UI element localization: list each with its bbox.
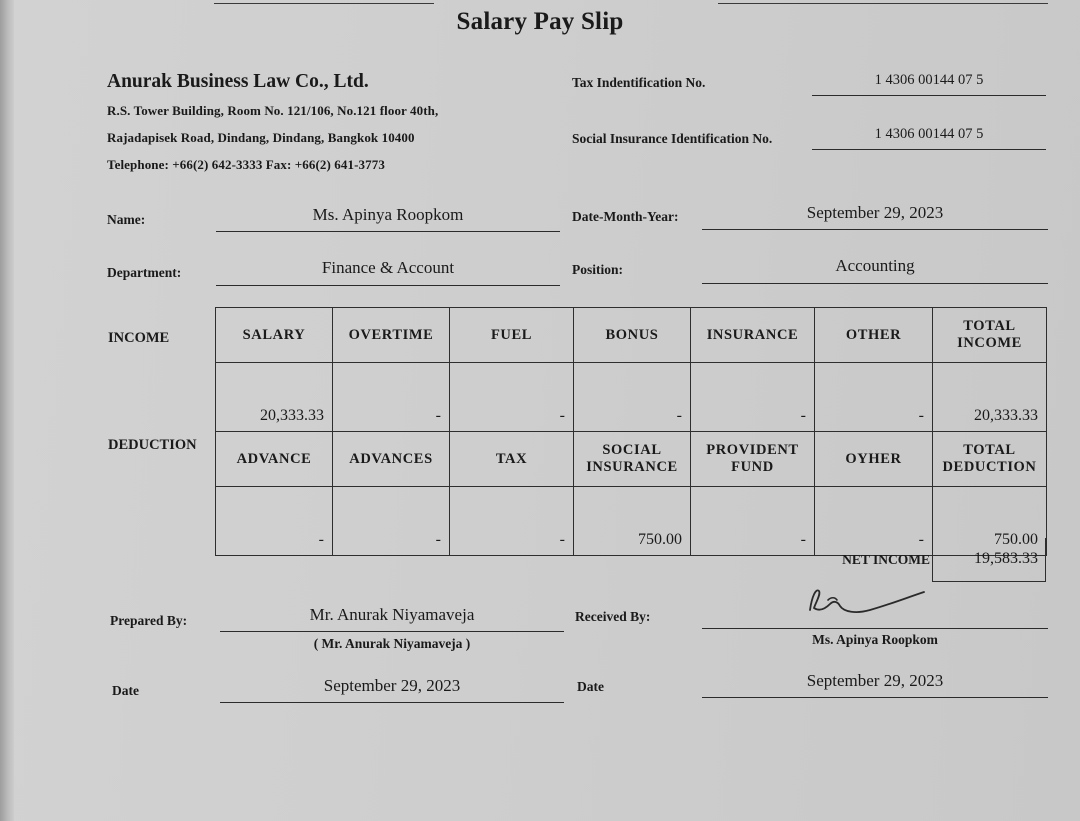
income-value-bonus: - — [574, 363, 691, 432]
deduction-header-advance: ADVANCE — [216, 432, 333, 487]
deduction-section-label: DEDUCTION — [108, 437, 197, 453]
income-header-other: OTHER — [815, 308, 933, 363]
income-value-total: 20,333.33 — [933, 363, 1047, 432]
company-address-line-2: Rajadapisek Road, Dindang, Dindang, Bangkok 10400 — [107, 130, 415, 145]
social-insurance-id-underline — [812, 149, 1046, 150]
social-insurance-id-value: 1 4306 00144 07 5 — [874, 126, 984, 142]
position-label: Position: — [572, 262, 624, 277]
income-section-label: INCOME — [108, 330, 170, 346]
deduction-value-other: - — [815, 487, 933, 556]
deduction-value-provident-fund: - — [691, 487, 815, 556]
employee-name-value: Ms. Apinya Roopkom — [312, 205, 464, 224]
received-date-label: Date — [577, 679, 604, 694]
income-header-total: TOTAL INCOME — [933, 308, 1047, 363]
top-rule-right — [718, 3, 1048, 4]
payslip-table — [215, 307, 1047, 556]
company-address-line-1: R.S. Tower Building, Room No. 121/106, No.121 floor 40th, — [107, 103, 439, 118]
income-header-overtime: OVERTIME — [333, 308, 450, 363]
prepared-by-label: Prepared By: — [110, 613, 188, 628]
handwritten-signature-icon — [800, 578, 940, 626]
received-date-underline — [702, 697, 1048, 698]
income-value-insurance: - — [691, 363, 815, 432]
page-left-edge-shadow — [0, 0, 14, 821]
net-income-label: NET INCOME — [842, 552, 930, 567]
received-by-underline — [702, 628, 1048, 629]
company-contact-line: Telephone: +66(2) 642-3333 Fax: +66(2) 641-3773 — [107, 157, 385, 172]
income-value-salary: 20,333.33 — [216, 363, 333, 432]
received-by-label: Received By: — [575, 609, 651, 624]
income-header-fuel: FUEL — [450, 308, 574, 363]
position-value: Accounting — [835, 256, 915, 275]
deduction-header-social-insurance: SOCIAL INSURANCE — [574, 432, 691, 487]
income-value-other: - — [815, 363, 933, 432]
net-income-value: 19,583.33 — [974, 550, 1038, 567]
income-header-salary: SALARY — [216, 308, 333, 363]
position-underline — [702, 283, 1048, 284]
deduction-value-advances: - — [333, 487, 450, 556]
deduction-header-tax: TAX — [450, 432, 574, 487]
deduction-value-social-insurance: 750.00 — [574, 487, 691, 556]
prepared-date-label: Date — [112, 683, 139, 698]
page-title: Salary Pay Slip — [456, 8, 624, 35]
table-row-deduction-headers — [216, 432, 1047, 487]
prepared-date-underline — [220, 702, 564, 703]
company-name: Anurak Business Law Co., Ltd. — [107, 71, 369, 92]
income-value-fuel: - — [450, 363, 574, 432]
deduction-header-other: OYHER — [815, 432, 933, 487]
prepared-date-value: September 29, 2023 — [323, 676, 461, 695]
pay-date-underline — [702, 229, 1048, 230]
tax-id-underline — [812, 95, 1046, 96]
social-insurance-id-label: Social Insurance Identification No. — [572, 131, 773, 146]
pay-date-value: September 29, 2023 — [806, 203, 944, 222]
income-header-insurance: INSURANCE — [691, 308, 815, 363]
tax-id-value: 1 4306 00144 07 5 — [874, 72, 984, 88]
employee-name-label: Name: — [107, 212, 146, 227]
deduction-value-tax: - — [450, 487, 574, 556]
income-header-bonus: BONUS — [574, 308, 691, 363]
received-date-value: September 29, 2023 — [806, 671, 944, 690]
employee-name-underline — [216, 231, 560, 232]
prepared-by-printed-name: ( Mr. Anurak Niyamaveja ) — [313, 636, 471, 651]
prepared-by-underline — [220, 631, 564, 632]
deduction-header-provident-fund: PROVIDENT FUND — [691, 432, 815, 487]
prepared-by-value: Mr. Anurak Niyamaveja — [309, 605, 475, 624]
department-value: Finance & Account — [321, 258, 455, 277]
tax-id-label: Tax Indentification No. — [572, 75, 706, 90]
income-value-overtime: - — [333, 363, 450, 432]
net-income-row — [818, 538, 1046, 582]
table-row-income-headers — [216, 308, 1047, 363]
deduction-value-advance: - — [216, 487, 333, 556]
top-rule-left — [214, 3, 434, 4]
deduction-header-total: TOTAL DEDUCTION — [933, 432, 1047, 487]
deduction-value-total: 750.00 — [933, 487, 1047, 556]
table-row-income-values — [216, 363, 1047, 432]
pay-date-label: Date-Month-Year: — [572, 209, 679, 224]
department-underline — [216, 285, 560, 286]
deduction-header-advances: ADVANCES — [333, 432, 450, 487]
received-by-printed-name: Ms. Apinya Roopkom — [812, 632, 938, 647]
department-label: Department: — [107, 265, 182, 280]
